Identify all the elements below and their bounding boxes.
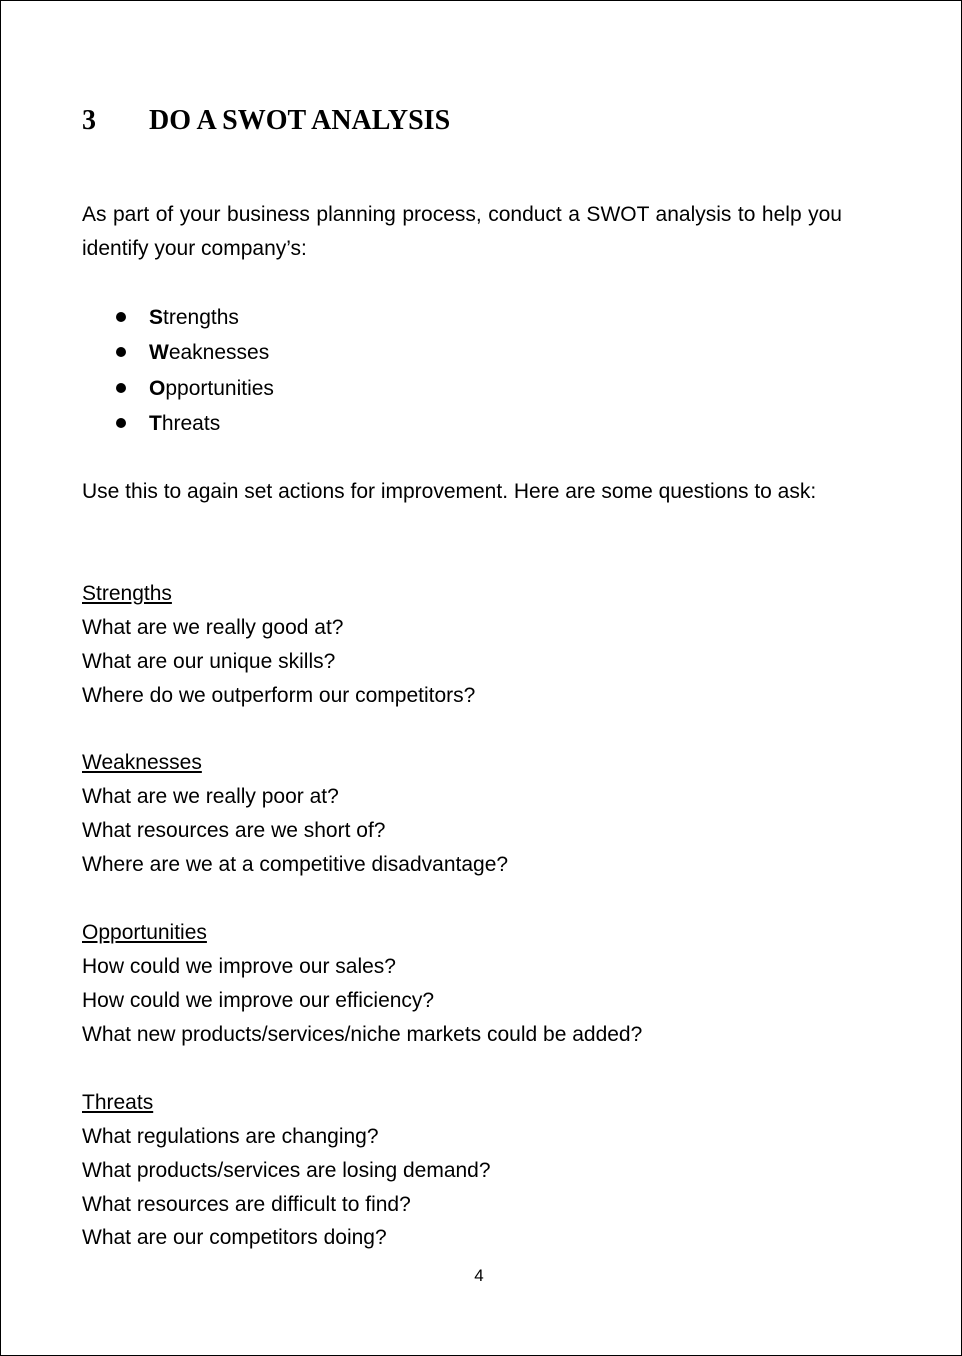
question-line: Where do we outperform our competitors? <box>82 683 476 707</box>
bullet-icon <box>116 312 126 322</box>
question-line: What regulations are changing? <box>82 1125 379 1148</box>
question-line: What are we really good at? <box>82 616 344 639</box>
bullet-icon <box>116 347 126 357</box>
bullet-text: trengths <box>163 306 239 329</box>
question-line: Where are we at a competitive disadvantage? <box>82 852 509 876</box>
bullet-item-threats <box>82 406 274 441</box>
page-number: 4 <box>474 1266 484 1285</box>
section-subtitle: Weaknesses <box>82 751 202 774</box>
bullet-initial: W <box>149 341 169 365</box>
strengths-section <box>82 577 475 712</box>
question-line: What are we really poor at? <box>82 785 339 808</box>
swot-bullet-list <box>82 300 274 441</box>
section-heading <box>82 101 450 141</box>
question-line: What resources are we short of? <box>82 818 386 842</box>
bullet-initial: S <box>149 306 164 329</box>
bullet-item-opportunities <box>82 371 274 406</box>
question-line: What resources are difficult to find? <box>82 1192 411 1216</box>
question-line: What new products/services/niche markets could be added? <box>82 1022 643 1046</box>
bullet-item-weaknesses <box>82 335 274 370</box>
bullet-icon <box>116 418 126 428</box>
bullet-text: hreats <box>161 411 221 435</box>
section-subtitle: Threats <box>82 1091 154 1114</box>
bullet-initial: O <box>149 376 166 400</box>
bullet-icon <box>116 383 126 393</box>
section-subtitle: Opportunities <box>82 921 207 944</box>
section-title: DO A SWOT ANALYSIS <box>149 105 451 136</box>
questions-intro-paragraph: Use this to again set actions for improvement. Here are some questions to ask: <box>82 480 817 503</box>
bullet-text: eaknesses <box>168 341 270 365</box>
opportunities-section <box>82 916 642 1051</box>
bullet-initial: T <box>149 411 162 435</box>
question-line: How could we improve our efficiency? <box>82 988 435 1012</box>
bullet-text: pportunities <box>165 376 274 400</box>
threats-section <box>82 1086 491 1255</box>
section-subtitle: Strengths <box>82 582 172 605</box>
question-line: How could we improve our sales? <box>82 955 396 978</box>
section-number: 3 <box>82 105 96 136</box>
question-line: What are our unique skills? <box>82 649 336 673</box>
question-line: What products/services are losing demand? <box>82 1158 491 1182</box>
question-line: What are our competitors doing? <box>82 1226 387 1250</box>
intro-paragraph: As part of your business planning process, conduct a SWOT analysis to help you identify your company’s: <box>82 203 842 260</box>
weaknesses-section <box>82 746 508 881</box>
bullet-item-strengths <box>82 300 274 335</box>
